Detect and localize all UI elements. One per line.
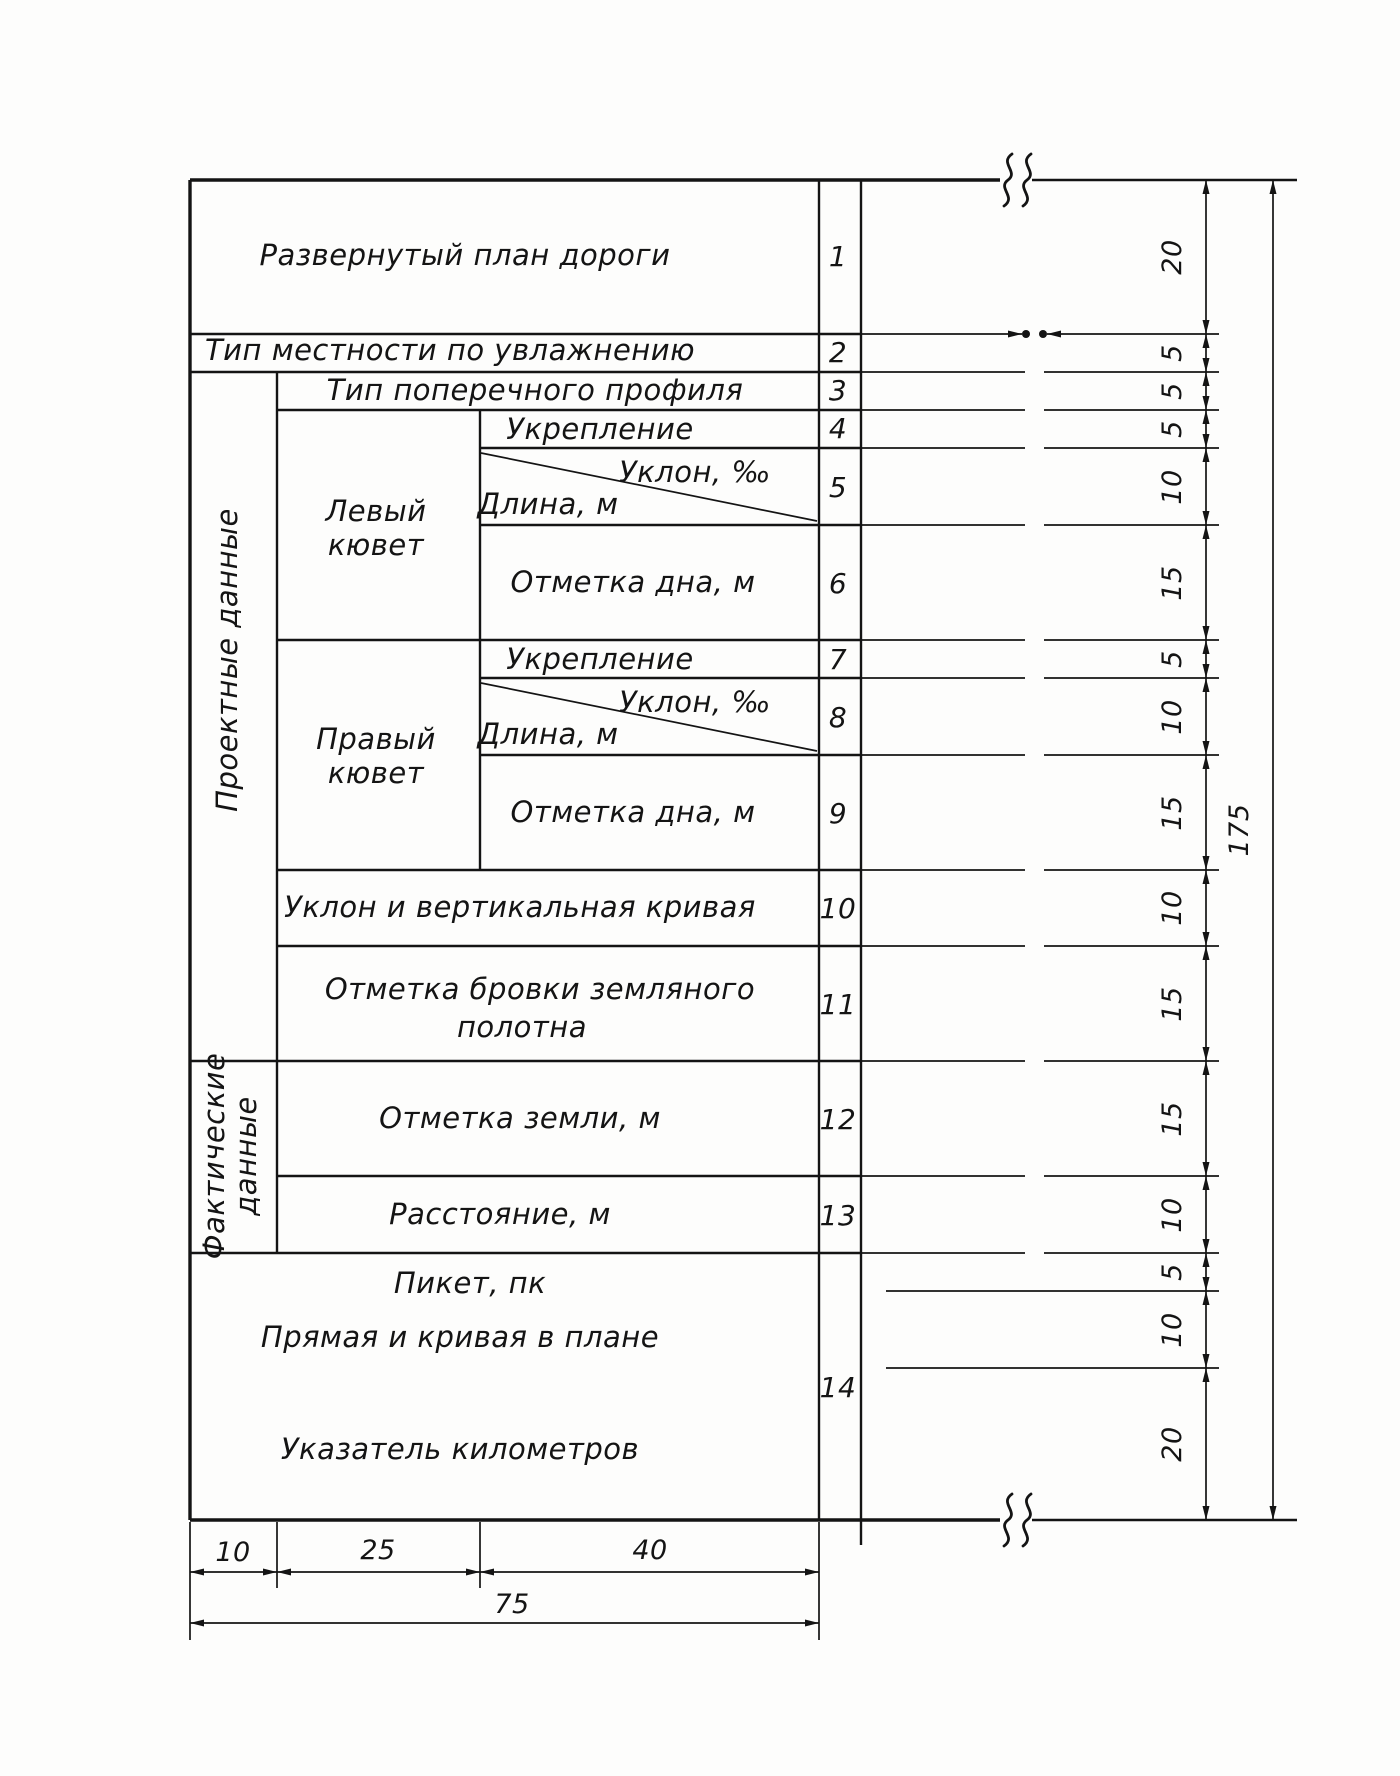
left-ditch-label-line2: кювет	[327, 528, 425, 562]
row-13-label: Расстояние, м	[389, 1197, 611, 1231]
bottom-dimensions	[190, 1522, 819, 1640]
row-5-length-label: Длина, м	[477, 487, 619, 521]
dim-right-13: 5	[1157, 1263, 1188, 1281]
dim-right-11: 15	[1157, 1101, 1188, 1137]
row-11-label-line1: Отметка бровки земляного	[324, 972, 756, 1006]
row-4-label: Укрепление	[506, 412, 694, 446]
design-data-caption: Проектные данные	[210, 508, 244, 812]
right-ditch-label-line1: Правый	[316, 722, 436, 756]
row-8-slope-label: Уклон, ‰	[618, 685, 772, 719]
row-14-number: 14	[819, 1371, 857, 1404]
dim-right-4: 10	[1157, 469, 1188, 505]
row-8-number: 8	[828, 701, 848, 734]
row-7-label: Укрепление	[506, 642, 694, 676]
dim-bottom-b: 25	[360, 1535, 396, 1566]
row-12-label: Отметка земли, м	[379, 1101, 661, 1135]
dim-right-1: 5	[1157, 344, 1188, 362]
row-labels	[205, 238, 771, 1466]
row-14-plan-label: Прямая и кривая в плане	[260, 1320, 660, 1354]
dim-right-6: 5	[1157, 650, 1188, 668]
row-5-number: 5	[828, 471, 848, 504]
row-11-number: 11	[819, 988, 857, 1021]
row-7-number: 7	[828, 643, 848, 676]
row-14-kilometer-label: Указатель километров	[280, 1432, 640, 1466]
dim-bottom-c: 40	[632, 1535, 668, 1566]
break-squiggle-marks	[1004, 154, 1031, 1546]
row-3-label: Тип поперечного профиля	[326, 373, 744, 407]
row-10-label: Уклон и вертикальная кривая	[284, 890, 756, 924]
dim-right-8: 15	[1157, 795, 1188, 831]
row-numbers	[820, 240, 857, 1404]
row-5-slope-label: Уклон, ‰	[618, 455, 772, 489]
line-break-dots	[1022, 330, 1047, 338]
row-8-length-label: Длина, м	[477, 717, 619, 751]
row-10-number: 10	[819, 892, 857, 925]
row-9-number: 9	[828, 797, 848, 830]
dim-right-9: 10	[1157, 890, 1188, 926]
row-12-number: 12	[819, 1103, 857, 1136]
row-3-number: 3	[828, 374, 848, 407]
row-6-label: Отметка дна, м	[510, 565, 756, 599]
row-6-number: 6	[828, 567, 848, 600]
row-13-number: 13	[819, 1199, 857, 1232]
right-ditch-label-line2: кювет	[327, 756, 425, 790]
row-14-picket-label: Пикет, пк	[393, 1266, 547, 1300]
row-4-number: 4	[828, 412, 848, 445]
dim-right-7: 10	[1157, 699, 1188, 735]
bottom-dimension-values	[215, 1535, 667, 1620]
actual-data-caption-line1: Фактические	[197, 1052, 231, 1260]
row-2-label: Тип местности по увлажнению	[204, 333, 696, 367]
ditch-labels	[316, 494, 436, 790]
dim-right-14: 10	[1157, 1312, 1188, 1348]
dim-right-15: 20	[1157, 1426, 1188, 1462]
row-2-number: 2	[828, 336, 848, 369]
dim-right-12: 10	[1157, 1197, 1188, 1233]
row-1-label: Развернутый план дороги	[259, 238, 671, 272]
dim-right-2: 5	[1157, 382, 1188, 400]
left-ditch-label-line1: Левый	[325, 494, 427, 528]
dim-right-total: 175	[1224, 803, 1255, 857]
dim-bottom-total: 75	[494, 1589, 530, 1620]
actual-data-caption-line2: данные	[229, 1096, 263, 1216]
row-9-label: Отметка дна, м	[510, 795, 756, 829]
row-1-number: 1	[828, 240, 848, 273]
dim-right-5: 15	[1157, 565, 1188, 601]
dim-right-3: 5	[1157, 420, 1188, 438]
dim-right-0: 20	[1157, 239, 1188, 275]
row-11-label-line2: полотна	[456, 1010, 588, 1044]
rotated-side-captions	[197, 508, 263, 1259]
dim-bottom-a: 10	[215, 1537, 251, 1568]
dim-right-10: 15	[1157, 986, 1188, 1022]
